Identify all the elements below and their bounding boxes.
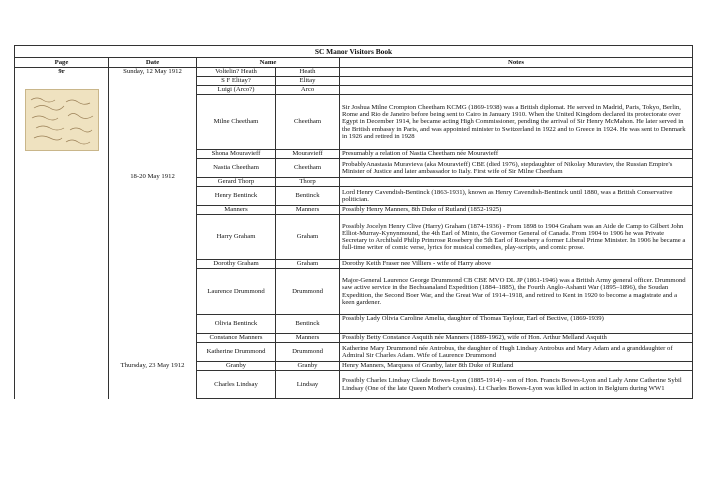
surname-cell: Drummond [276, 343, 340, 362]
name-cell: Olivia Bentinck [197, 315, 276, 334]
surname-cell: Cheetham [276, 159, 340, 178]
surname-cell: Graham [276, 215, 340, 260]
notes-cell: Possibly Lady Olivia Caroline Amelia, daughter of Thomas Taylour, Earl of Bective, (1869-1939) [340, 315, 693, 334]
surname-cell: Manners [276, 206, 340, 215]
surname-cell: Mouravieff [276, 150, 340, 159]
notes-cell: Henry Manners, Marquess of Granby, later 8th Duke of Rutland [340, 362, 693, 371]
name-cell: Dorothy Graham [197, 260, 276, 269]
visitors-table [14, 45, 693, 399]
name-cell: Nastia Cheetham [197, 159, 276, 178]
surname-cell: Lindsay [276, 371, 340, 399]
surname-cell: Bentinck [276, 187, 340, 206]
name-cell: Henry Bentinck [197, 187, 276, 206]
date-label: 18-20 May 1912 [130, 172, 175, 180]
table-title: SC Manor Visitors Book [15, 46, 693, 58]
name-cell: Luigi (Arco?) [197, 86, 276, 95]
name-cell: Granby [197, 362, 276, 371]
name-cell: Shona Mouravieff [197, 150, 276, 159]
page-cell [15, 68, 109, 399]
date-label: Sunday, 12 May 1912 [123, 68, 182, 75]
name-cell: Harry Graham [197, 215, 276, 260]
notes-cell: Possibly Charles Lindsay Claude Bowes-Lyon (1885-1914) - son of Hon. Francis Bowes-Lyon and Lady Anne Catherine Sybil Lindsay (One of the late Queen Mother's cousins). Lt Charles Bowes-Lyon was killed in action in Belgium during WW1 [340, 371, 693, 399]
name-cell: Milne Cheetham [197, 95, 276, 150]
notes-cell: Possibly Betty Constance Asquith née Manners (1889-1962), wife of Hon. Arthur Melland Asquith [340, 334, 693, 343]
notes-cell: Major-General Laurence George Drummond CB CBE MVO DL JP (1861-1946) was a British Army general officer. Drummond saw active service in the Bechuanaland Expedition (1884–1885), the Fourth Anglo-Ashanti War (1895–1896), the Soudan Expedition, the Second Boer War, and the Great War of 1914–1918, and retired to Kent in 1920 to become a magistrate and a keen gardener. [340, 269, 693, 315]
surname-cell: Manners [276, 334, 340, 343]
surname-cell: Arco [276, 86, 340, 95]
name-cell: Manners [197, 206, 276, 215]
notes-cell [340, 68, 693, 77]
surname-cell: Granby [276, 362, 340, 371]
surname-cell: Graham [276, 260, 340, 269]
notes-cell: Possibly Henry Manners, 8th Duke of Rutland (1852-1925) [340, 206, 693, 215]
surname-cell: Cheetham [276, 95, 340, 150]
notes-cell: Possibly Jocelyn Henry Clive (Harry) Graham (1874-1936) - From 1898 to 1904 Graham was an Aide de Camp to Gilbert John Elliot-Murray-Kynynmound, the 4th Earl of Minto, the Governor General of Canada. From 1904 to 1906 he was Private Secretary to Archibald Philip Primrose Rosebery the 5th Earl of Rosebery a former Liberal Prime Minister. In 1906 he became a full-time writer of comic verse, lyrics for musical comedies, play-scripts, and comic prose. [340, 215, 693, 260]
surname-cell: Drummond [276, 269, 340, 315]
header-notes: Notes [340, 58, 693, 68]
date-cell-3 [109, 362, 197, 399]
notes-cell: ProbablyAnastasia Muravieva (aka Mouravieff) CBE (died 1976), stepdaughter of Nikolay Muraviev, the Russian Empire's Minister of Justice and later ambassador to Italy. First wife of Sir Milne Cheetham [340, 159, 693, 178]
name-cell: Charles Lindsay [197, 371, 276, 399]
date-label: Thursday, 23 May 1912 [120, 361, 185, 369]
name-cell: Voltelin? Heath [197, 68, 276, 77]
date-cell-1 [109, 68, 197, 178]
surname-cell: Heath [276, 68, 340, 77]
notes-cell [340, 178, 693, 187]
page-number: 9r [58, 68, 65, 75]
name-cell: Laurence Drummond [197, 269, 276, 315]
notes-cell: Katherine Mary Drummond née Antrobus, the daughter of Hugh Lindsay Antrobus and Mary Adam and a granddaughter of Admiral Sir Charles Adam. Wife of Laurence Drummond [340, 343, 693, 362]
name-cell: Gerard Thorp [197, 178, 276, 187]
notes-cell: Lord Henry Cavendish-Bentinck (1863-1931), known as Henry Cavendish-Bentinck until 1880, was a British Conservative politician. [340, 187, 693, 206]
date-cell-2 [109, 172, 197, 362]
notes-cell: Presumably a relation of Nastia Cheetham née Mouravieff [340, 150, 693, 159]
visitors-book-sheet [14, 45, 692, 399]
surname-cell: Bentinck [276, 315, 340, 334]
notes-cell: Sir Joshua Milne Crompton Cheetham KCMG (1869-1938) was a British diplomat. He served in Madrid, Paris, Tokyo, Berlin, Rome and Rio de Janeiro before being sent to Cairo in January 1910. When the United Kingdom declared its protectorate over Egypt in December 1914, he became acting High Commissioner, pending the arrival of Sir Henry McMahon. He later served in the British embassy in Paris, and was appointed minister to Switzerland in 1922 and to Greece in 1924. He was sent to Denmark in 1926 and retired in 1928 [340, 95, 693, 150]
surname-cell: Thorp [276, 178, 340, 187]
header-name: Name [197, 58, 340, 68]
notes-cell: Dorothy Keith Fraser nee Villiers - wife of Harry above [340, 260, 693, 269]
notes-cell [340, 77, 693, 86]
surname-cell: Elitay [276, 77, 340, 86]
visitors-book-page-thumbnail [25, 89, 99, 151]
header-page: Page [15, 58, 109, 68]
notes-cell [340, 86, 693, 95]
header-date: Date [109, 58, 197, 68]
name-cell: Katherine Drummond [197, 343, 276, 362]
name-cell: S F Elitay? [197, 77, 276, 86]
name-cell: Constance Manners [197, 334, 276, 343]
